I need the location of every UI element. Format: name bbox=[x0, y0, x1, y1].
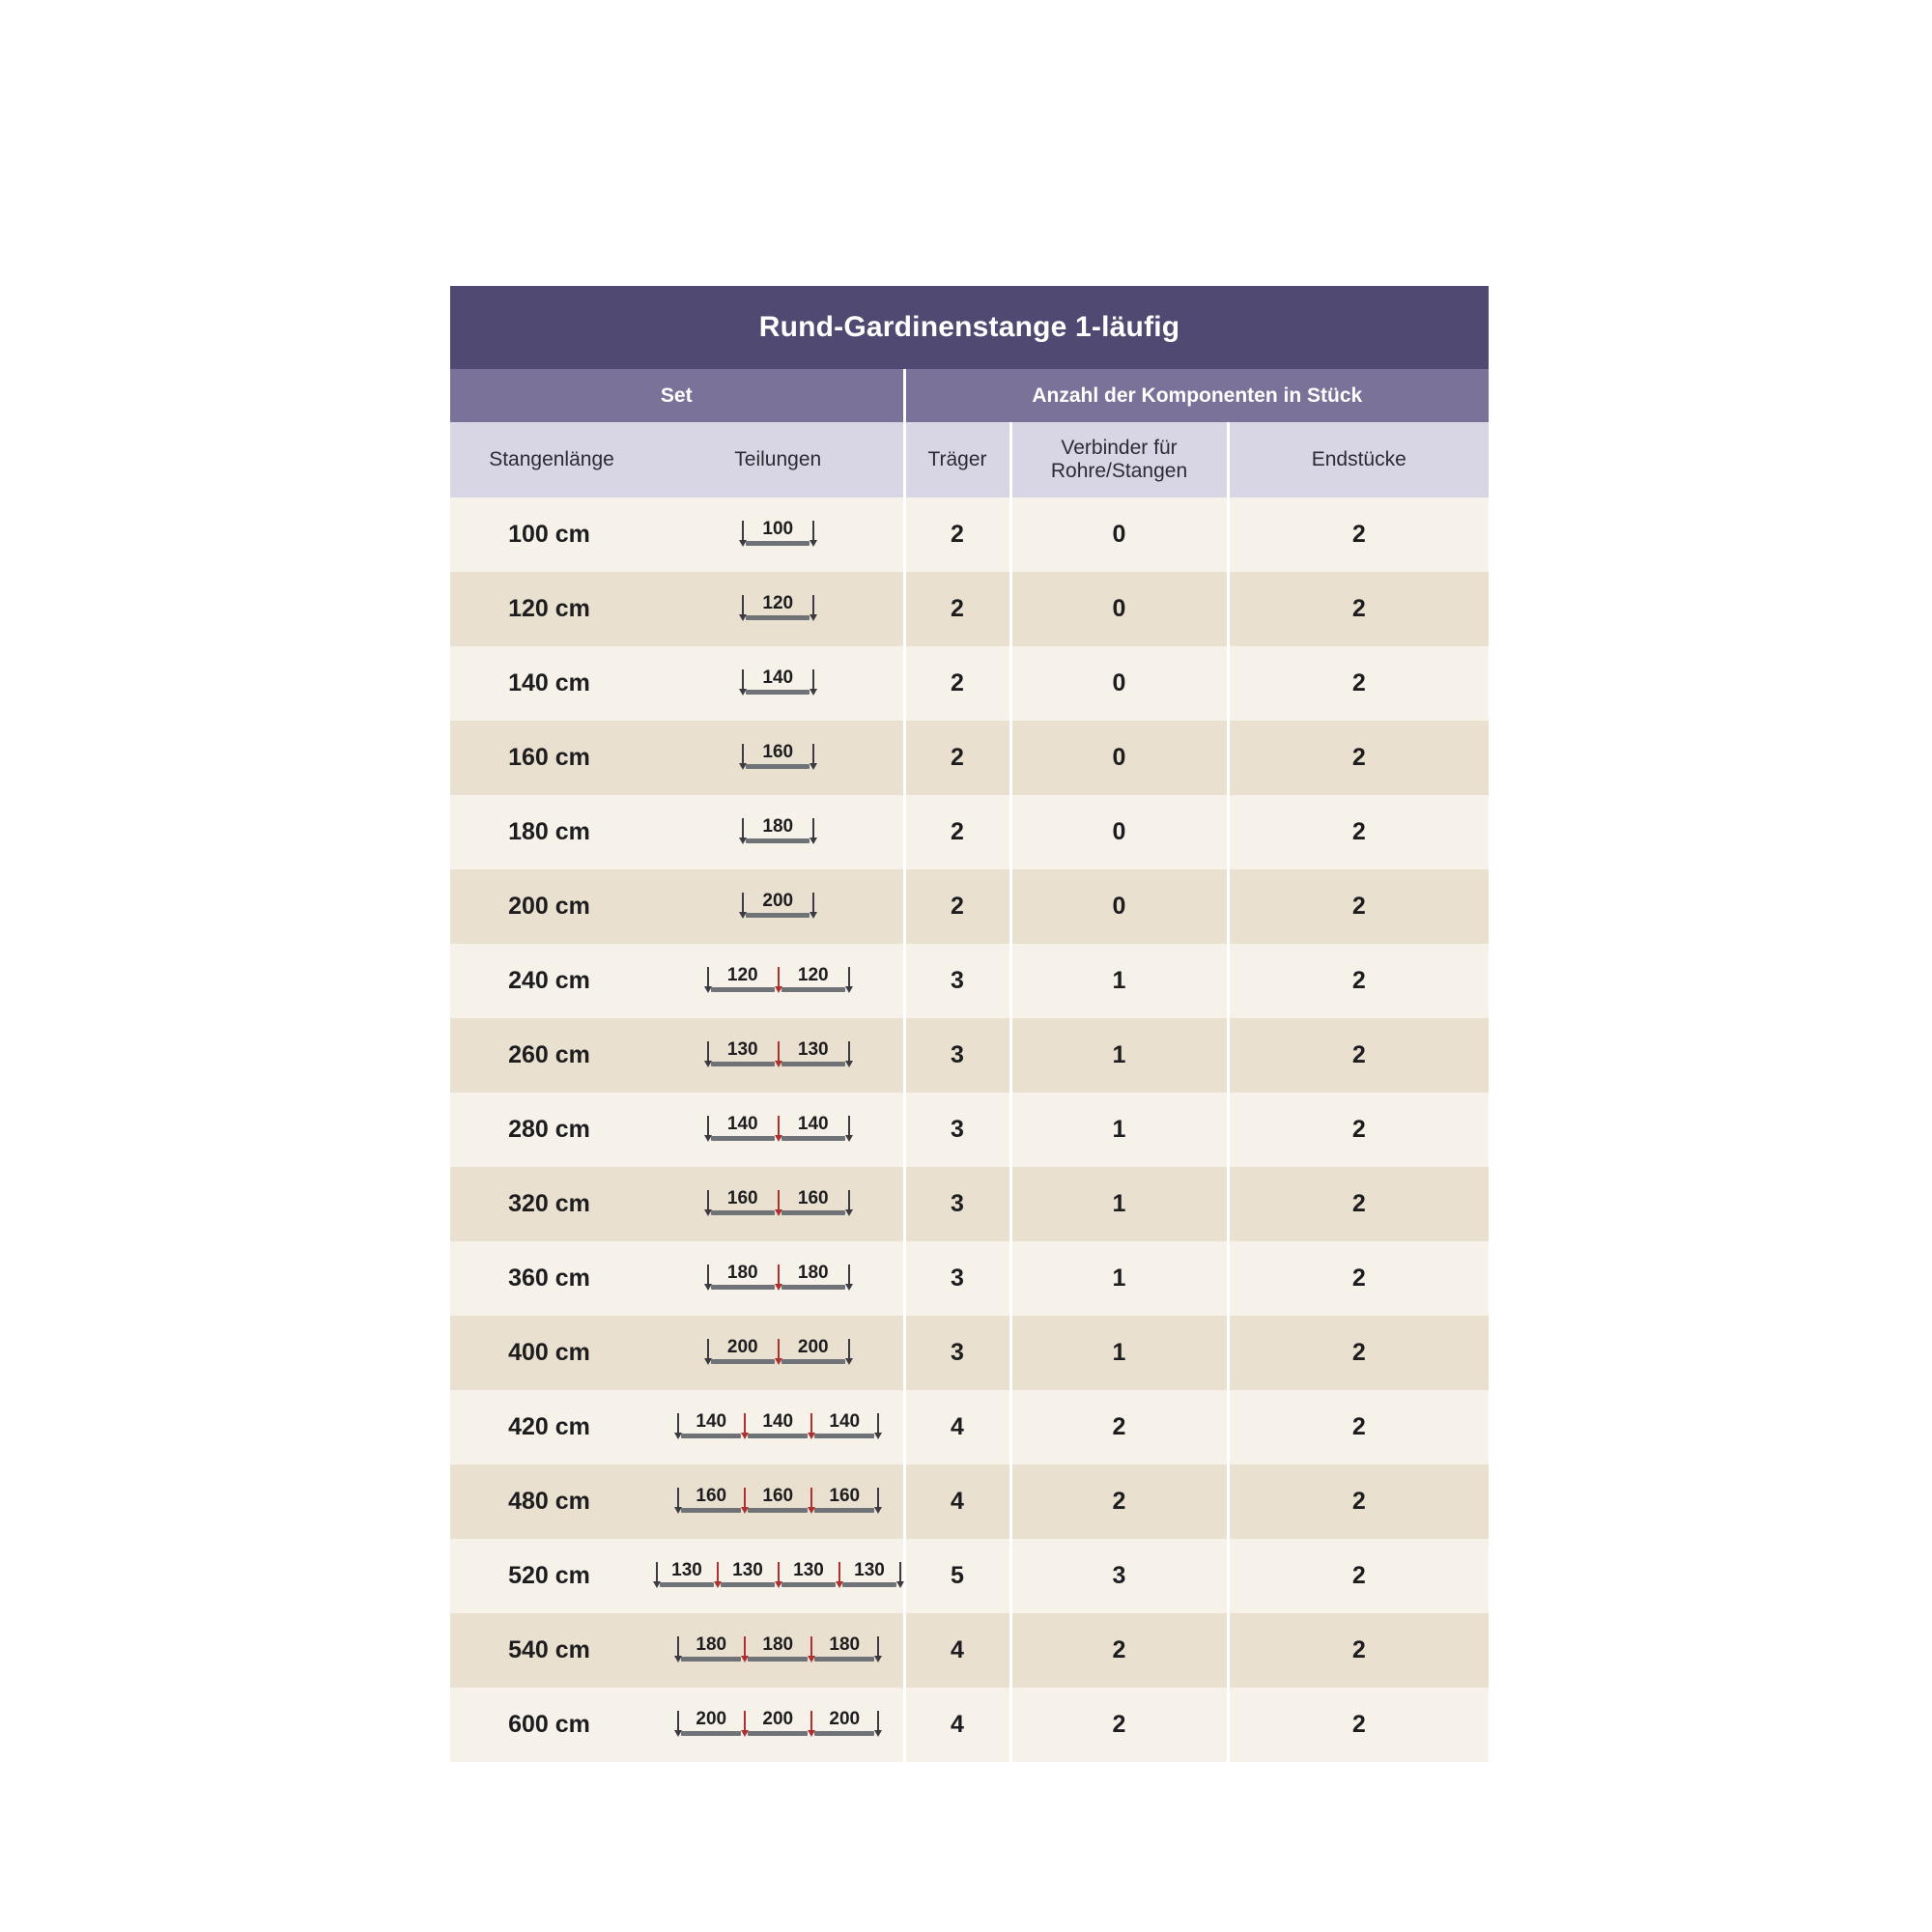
division-segment bbox=[711, 1257, 775, 1295]
cell-carrier-count: 3 bbox=[904, 1018, 1010, 1093]
division-end-tick-icon bbox=[845, 959, 852, 998]
division-diagram bbox=[704, 1257, 852, 1295]
division-segment-label: 120 bbox=[762, 593, 794, 613]
cell-connector-count: 0 bbox=[1010, 721, 1228, 795]
division-end-tick-icon bbox=[739, 736, 746, 775]
division-diagram bbox=[739, 736, 816, 775]
division-diagram bbox=[704, 1182, 852, 1221]
cell-endpiece-count: 2 bbox=[1228, 1390, 1489, 1464]
cell-divisions-diagram bbox=[653, 1464, 904, 1539]
division-segment-label: 200 bbox=[829, 1709, 861, 1729]
division-diagram bbox=[704, 1034, 852, 1072]
column-header-connector bbox=[1010, 422, 1228, 497]
cell-rod-length: 180 cm bbox=[450, 795, 653, 869]
division-segment bbox=[781, 1182, 845, 1221]
column-header-endpieces: Endstücke bbox=[1228, 422, 1489, 497]
cell-rod-length: 280 cm bbox=[450, 1093, 653, 1167]
table-row bbox=[450, 1167, 1489, 1241]
division-end-tick-icon bbox=[704, 1257, 711, 1295]
cell-rod-length: 240 cm bbox=[450, 944, 653, 1018]
division-segment-label: 130 bbox=[854, 1560, 885, 1580]
division-segment bbox=[660, 1554, 714, 1593]
table-row bbox=[450, 869, 1489, 944]
table-row bbox=[450, 1539, 1489, 1613]
cell-divisions-diagram bbox=[653, 944, 904, 1018]
rod-bar-icon bbox=[781, 1062, 845, 1066]
table-row bbox=[450, 721, 1489, 795]
division-segment-label: 140 bbox=[797, 1114, 829, 1134]
division-segment-label: 140 bbox=[696, 1411, 727, 1432]
cell-carrier-count: 3 bbox=[904, 1241, 1010, 1316]
rod-bar-icon bbox=[681, 1657, 741, 1662]
cell-carrier-count: 5 bbox=[904, 1539, 1010, 1613]
cell-connector-count: 2 bbox=[1010, 1390, 1228, 1464]
division-segment-label: 140 bbox=[829, 1411, 861, 1432]
table-row bbox=[450, 1316, 1489, 1390]
division-split-tick-icon bbox=[741, 1406, 748, 1444]
cell-connector-count: 1 bbox=[1010, 1167, 1228, 1241]
cell-connector-count: 0 bbox=[1010, 572, 1228, 646]
table-row bbox=[450, 1390, 1489, 1464]
cell-divisions-diagram bbox=[653, 646, 904, 721]
group-header-row bbox=[450, 369, 1489, 422]
division-end-tick-icon bbox=[845, 1182, 852, 1221]
division-segment-label: 130 bbox=[732, 1560, 763, 1580]
division-split-tick-icon bbox=[741, 1703, 748, 1742]
cell-endpiece-count: 2 bbox=[1228, 721, 1489, 795]
cell-divisions-diagram bbox=[653, 1390, 904, 1464]
division-split-tick-icon bbox=[775, 1554, 781, 1593]
cell-endpiece-count: 2 bbox=[1228, 1316, 1489, 1390]
cell-divisions-diagram bbox=[653, 497, 904, 572]
cell-divisions-diagram bbox=[653, 721, 904, 795]
rod-bar-icon bbox=[748, 1657, 808, 1662]
division-segment-label: 180 bbox=[762, 1634, 794, 1655]
division-segment-label: 120 bbox=[797, 965, 829, 985]
division-segment bbox=[781, 1554, 836, 1593]
division-segment-label: 180 bbox=[797, 1263, 829, 1283]
division-segment bbox=[746, 885, 810, 923]
division-segment-label: 100 bbox=[762, 519, 794, 539]
division-split-tick-icon bbox=[808, 1703, 814, 1742]
division-end-tick-icon bbox=[674, 1629, 681, 1667]
division-diagram bbox=[704, 1331, 852, 1370]
division-diagram bbox=[674, 1703, 881, 1742]
rod-bar-icon bbox=[781, 1210, 845, 1215]
division-diagram bbox=[674, 1480, 881, 1519]
table-row bbox=[450, 1688, 1489, 1762]
division-segment bbox=[746, 810, 810, 849]
column-header-carrier: Träger bbox=[904, 422, 1010, 497]
cell-connector-count: 2 bbox=[1010, 1464, 1228, 1539]
division-split-tick-icon bbox=[775, 1331, 781, 1370]
cell-rod-length: 120 cm bbox=[450, 572, 653, 646]
division-end-tick-icon bbox=[704, 1182, 711, 1221]
cell-rod-length: 480 cm bbox=[450, 1464, 653, 1539]
table-header bbox=[450, 286, 1489, 497]
division-diagram bbox=[674, 1629, 881, 1667]
cell-connector-count: 0 bbox=[1010, 646, 1228, 721]
rod-bar-icon bbox=[711, 1062, 775, 1066]
cell-divisions-diagram bbox=[653, 1688, 904, 1762]
cell-rod-length: 140 cm bbox=[450, 646, 653, 721]
division-segment bbox=[814, 1703, 874, 1742]
division-segment bbox=[681, 1629, 741, 1667]
cell-divisions-diagram bbox=[653, 572, 904, 646]
rod-bar-icon bbox=[781, 987, 845, 992]
division-end-tick-icon bbox=[739, 587, 746, 626]
division-end-tick-icon bbox=[674, 1703, 681, 1742]
division-diagram bbox=[704, 959, 852, 998]
table-row bbox=[450, 795, 1489, 869]
cell-carrier-count: 4 bbox=[904, 1688, 1010, 1762]
division-segment-label: 120 bbox=[726, 965, 758, 985]
cell-divisions-diagram bbox=[653, 1613, 904, 1688]
division-segment-label: 160 bbox=[726, 1188, 758, 1208]
cell-endpiece-count: 2 bbox=[1228, 1018, 1489, 1093]
cell-rod-length: 260 cm bbox=[450, 1018, 653, 1093]
division-segment-label: 180 bbox=[829, 1634, 861, 1655]
rod-bar-icon bbox=[746, 838, 810, 843]
cell-rod-length: 200 cm bbox=[450, 869, 653, 944]
column-header-connector-line2: Rohre/Stangen bbox=[1050, 460, 1188, 482]
division-segment bbox=[711, 1108, 775, 1147]
division-segment-label: 160 bbox=[762, 742, 794, 762]
cell-endpiece-count: 2 bbox=[1228, 1167, 1489, 1241]
cell-connector-count: 1 bbox=[1010, 1018, 1228, 1093]
cell-connector-count: 0 bbox=[1010, 795, 1228, 869]
division-segment bbox=[814, 1629, 874, 1667]
table-row bbox=[450, 1613, 1489, 1688]
rod-bar-icon bbox=[711, 1359, 775, 1364]
division-diagram bbox=[739, 662, 816, 700]
cell-endpiece-count: 2 bbox=[1228, 1464, 1489, 1539]
division-segment bbox=[681, 1703, 741, 1742]
division-segment bbox=[711, 1034, 775, 1072]
division-split-tick-icon bbox=[808, 1480, 814, 1519]
division-segment bbox=[748, 1703, 808, 1742]
cell-carrier-count: 2 bbox=[904, 646, 1010, 721]
column-header-divisions: Teilungen bbox=[653, 422, 904, 497]
division-segment-label: 140 bbox=[726, 1114, 758, 1134]
rod-bar-icon bbox=[711, 1136, 775, 1141]
division-segment bbox=[814, 1480, 874, 1519]
table-row bbox=[450, 1241, 1489, 1316]
division-split-tick-icon bbox=[775, 959, 781, 998]
cell-rod-length: 100 cm bbox=[450, 497, 653, 572]
division-end-tick-icon bbox=[845, 1108, 852, 1147]
division-segment-label: 180 bbox=[762, 816, 794, 837]
division-split-tick-icon bbox=[741, 1629, 748, 1667]
division-segment-label: 160 bbox=[829, 1486, 861, 1506]
cell-carrier-count: 4 bbox=[904, 1613, 1010, 1688]
cell-divisions-diagram bbox=[653, 1167, 904, 1241]
column-header-connector-line1: Verbinder für bbox=[1061, 436, 1178, 459]
rod-bar-icon bbox=[681, 1731, 741, 1736]
division-segment-label: 130 bbox=[797, 1039, 829, 1060]
table-row bbox=[450, 646, 1489, 721]
cell-endpiece-count: 2 bbox=[1228, 944, 1489, 1018]
cell-endpiece-count: 2 bbox=[1228, 646, 1489, 721]
column-header-row bbox=[450, 422, 1489, 497]
division-end-tick-icon bbox=[739, 513, 746, 552]
division-end-tick-icon bbox=[704, 1034, 711, 1072]
cell-endpiece-count: 2 bbox=[1228, 1093, 1489, 1167]
cell-carrier-count: 3 bbox=[904, 944, 1010, 1018]
division-end-tick-icon bbox=[810, 513, 816, 552]
division-end-tick-icon bbox=[704, 1108, 711, 1147]
rod-bar-icon bbox=[681, 1434, 741, 1438]
division-split-tick-icon bbox=[808, 1629, 814, 1667]
cell-divisions-diagram bbox=[653, 1093, 904, 1167]
column-header-length: Stangenlänge bbox=[450, 422, 653, 497]
division-segment bbox=[681, 1406, 741, 1444]
cell-rod-length: 600 cm bbox=[450, 1688, 653, 1762]
cell-endpiece-count: 2 bbox=[1228, 1613, 1489, 1688]
cell-endpiece-count: 2 bbox=[1228, 497, 1489, 572]
page-title: Rund-Gardinenstange 1-läufig bbox=[450, 286, 1489, 369]
rod-bar-icon bbox=[746, 913, 810, 918]
division-segment bbox=[746, 513, 810, 552]
division-split-tick-icon bbox=[741, 1480, 748, 1519]
division-diagram bbox=[739, 513, 816, 552]
division-segment bbox=[781, 1108, 845, 1147]
cell-endpiece-count: 2 bbox=[1228, 1539, 1489, 1613]
group-header-set: Set bbox=[450, 369, 904, 422]
division-split-tick-icon bbox=[775, 1182, 781, 1221]
rod-bar-icon bbox=[721, 1582, 775, 1587]
rod-bar-icon bbox=[746, 764, 810, 769]
table-row bbox=[450, 1093, 1489, 1167]
cell-carrier-count: 2 bbox=[904, 795, 1010, 869]
cell-carrier-count: 3 bbox=[904, 1093, 1010, 1167]
cell-rod-length: 320 cm bbox=[450, 1167, 653, 1241]
group-header-components: Anzahl der Komponenten in Stück bbox=[904, 369, 1489, 422]
division-end-tick-icon bbox=[653, 1554, 660, 1593]
division-segment-label: 160 bbox=[797, 1188, 829, 1208]
division-diagram bbox=[653, 1554, 903, 1593]
cell-endpiece-count: 2 bbox=[1228, 869, 1489, 944]
cell-rod-length: 420 cm bbox=[450, 1390, 653, 1464]
division-split-tick-icon bbox=[775, 1108, 781, 1147]
table-row bbox=[450, 497, 1489, 572]
division-split-tick-icon bbox=[808, 1406, 814, 1444]
table-row bbox=[450, 944, 1489, 1018]
division-end-tick-icon bbox=[674, 1480, 681, 1519]
rod-bar-icon bbox=[748, 1731, 808, 1736]
cell-connector-count: 3 bbox=[1010, 1539, 1228, 1613]
division-end-tick-icon bbox=[874, 1629, 881, 1667]
division-end-tick-icon bbox=[674, 1406, 681, 1444]
division-split-tick-icon bbox=[775, 1257, 781, 1295]
division-segment bbox=[746, 736, 810, 775]
division-end-tick-icon bbox=[810, 810, 816, 849]
cell-carrier-count: 2 bbox=[904, 869, 1010, 944]
rod-bar-icon bbox=[814, 1508, 874, 1513]
cell-divisions-diagram bbox=[653, 1018, 904, 1093]
division-segment bbox=[748, 1480, 808, 1519]
division-segment-label: 200 bbox=[797, 1337, 829, 1357]
division-diagram bbox=[674, 1406, 881, 1444]
rod-bar-icon bbox=[781, 1359, 845, 1364]
rod-bar-icon bbox=[746, 690, 810, 695]
division-segment-label: 160 bbox=[696, 1486, 727, 1506]
cell-carrier-count: 4 bbox=[904, 1464, 1010, 1539]
cell-carrier-count: 2 bbox=[904, 497, 1010, 572]
division-segment bbox=[746, 662, 810, 700]
rod-bar-icon bbox=[814, 1731, 874, 1736]
division-diagram bbox=[704, 1108, 852, 1147]
cell-rod-length: 520 cm bbox=[450, 1539, 653, 1613]
cell-carrier-count: 2 bbox=[904, 721, 1010, 795]
division-end-tick-icon bbox=[810, 736, 816, 775]
division-segment bbox=[814, 1406, 874, 1444]
cell-connector-count: 2 bbox=[1010, 1613, 1228, 1688]
cell-rod-length: 160 cm bbox=[450, 721, 653, 795]
table-row bbox=[450, 1464, 1489, 1539]
division-segment bbox=[748, 1406, 808, 1444]
cell-endpiece-count: 2 bbox=[1228, 1688, 1489, 1762]
rod-bar-icon bbox=[781, 1582, 836, 1587]
title-row bbox=[450, 286, 1489, 369]
division-segment bbox=[781, 1331, 845, 1370]
cell-carrier-count: 3 bbox=[904, 1316, 1010, 1390]
rod-bar-icon bbox=[746, 541, 810, 546]
division-end-tick-icon bbox=[810, 662, 816, 700]
rod-bar-icon bbox=[814, 1434, 874, 1438]
division-segment-label: 130 bbox=[671, 1560, 702, 1580]
division-end-tick-icon bbox=[874, 1703, 881, 1742]
cell-endpiece-count: 2 bbox=[1228, 795, 1489, 869]
cell-endpiece-count: 2 bbox=[1228, 1241, 1489, 1316]
division-segment-label: 200 bbox=[762, 1709, 794, 1729]
division-end-tick-icon bbox=[810, 885, 816, 923]
division-segment bbox=[711, 959, 775, 998]
cell-rod-length: 360 cm bbox=[450, 1241, 653, 1316]
division-segment bbox=[711, 1331, 775, 1370]
spec-table-container bbox=[450, 286, 1489, 1762]
division-end-tick-icon bbox=[845, 1331, 852, 1370]
division-end-tick-icon bbox=[810, 587, 816, 626]
division-segment-label: 140 bbox=[762, 1411, 794, 1432]
division-segment bbox=[711, 1182, 775, 1221]
rod-bar-icon bbox=[781, 1136, 845, 1141]
cell-connector-count: 0 bbox=[1010, 869, 1228, 944]
cell-carrier-count: 2 bbox=[904, 572, 1010, 646]
cell-connector-count: 1 bbox=[1010, 1093, 1228, 1167]
division-segment bbox=[748, 1629, 808, 1667]
cell-rod-length: 540 cm bbox=[450, 1613, 653, 1688]
rod-bar-icon bbox=[842, 1582, 896, 1587]
cell-divisions-diagram bbox=[653, 1539, 904, 1613]
table-row bbox=[450, 572, 1489, 646]
cell-connector-count: 1 bbox=[1010, 944, 1228, 1018]
division-end-tick-icon bbox=[845, 1257, 852, 1295]
division-diagram bbox=[739, 587, 816, 626]
division-end-tick-icon bbox=[845, 1034, 852, 1072]
rod-bar-icon bbox=[711, 1285, 775, 1290]
cell-carrier-count: 3 bbox=[904, 1167, 1010, 1241]
cell-endpiece-count: 2 bbox=[1228, 572, 1489, 646]
rod-bar-icon bbox=[814, 1657, 874, 1662]
rod-bar-icon bbox=[660, 1582, 714, 1587]
division-segment bbox=[842, 1554, 896, 1593]
division-segment-label: 200 bbox=[696, 1709, 727, 1729]
table-body bbox=[450, 497, 1489, 1762]
division-diagram bbox=[739, 885, 816, 923]
table-row bbox=[450, 1018, 1489, 1093]
division-segment-label: 200 bbox=[726, 1337, 758, 1357]
division-segment-label: 130 bbox=[726, 1039, 758, 1060]
cell-divisions-diagram bbox=[653, 869, 904, 944]
rod-bar-icon bbox=[681, 1508, 741, 1513]
division-end-tick-icon bbox=[739, 662, 746, 700]
division-diagram bbox=[739, 810, 816, 849]
rod-bar-icon bbox=[711, 987, 775, 992]
division-segment-label: 200 bbox=[762, 891, 794, 911]
cell-connector-count: 1 bbox=[1010, 1241, 1228, 1316]
division-segment bbox=[781, 959, 845, 998]
division-end-tick-icon bbox=[874, 1406, 881, 1444]
division-end-tick-icon bbox=[704, 959, 711, 998]
division-segment bbox=[721, 1554, 775, 1593]
division-end-tick-icon bbox=[739, 810, 746, 849]
rod-bar-icon bbox=[748, 1434, 808, 1438]
division-segment bbox=[781, 1034, 845, 1072]
division-segment-label: 180 bbox=[696, 1634, 727, 1655]
division-end-tick-icon bbox=[704, 1331, 711, 1370]
division-segment-label: 130 bbox=[793, 1560, 824, 1580]
division-end-tick-icon bbox=[874, 1480, 881, 1519]
cell-divisions-diagram bbox=[653, 795, 904, 869]
rod-bar-icon bbox=[781, 1285, 845, 1290]
division-split-tick-icon bbox=[714, 1554, 721, 1593]
division-end-tick-icon bbox=[896, 1554, 903, 1593]
rod-bar-icon bbox=[711, 1210, 775, 1215]
division-split-tick-icon bbox=[836, 1554, 842, 1593]
cell-carrier-count: 4 bbox=[904, 1390, 1010, 1464]
division-segment bbox=[681, 1480, 741, 1519]
rod-bar-icon bbox=[746, 615, 810, 620]
cell-rod-length: 400 cm bbox=[450, 1316, 653, 1390]
division-split-tick-icon bbox=[775, 1034, 781, 1072]
cell-divisions-diagram bbox=[653, 1241, 904, 1316]
division-segment bbox=[781, 1257, 845, 1295]
division-end-tick-icon bbox=[739, 885, 746, 923]
division-segment-label: 140 bbox=[762, 668, 794, 688]
cell-divisions-diagram bbox=[653, 1316, 904, 1390]
cell-connector-count: 0 bbox=[1010, 497, 1228, 572]
division-segment-label: 180 bbox=[726, 1263, 758, 1283]
curtain-rod-spec-table bbox=[450, 286, 1489, 1762]
cell-connector-count: 2 bbox=[1010, 1688, 1228, 1762]
rod-bar-icon bbox=[748, 1508, 808, 1513]
cell-connector-count: 1 bbox=[1010, 1316, 1228, 1390]
division-segment bbox=[746, 587, 810, 626]
division-segment-label: 160 bbox=[762, 1486, 794, 1506]
